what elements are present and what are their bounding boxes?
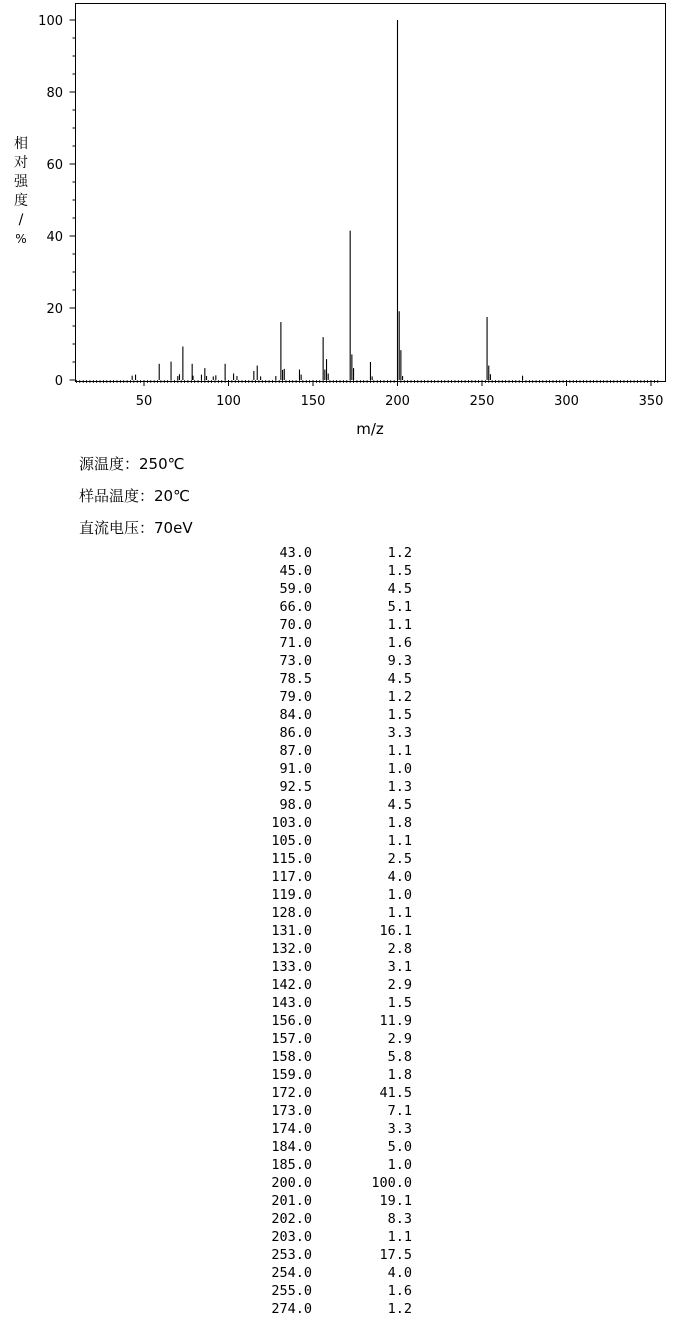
table-row: [240, 706, 420, 724]
table-row: [240, 814, 420, 832]
peak-intensity-value: 2.5: [387, 851, 412, 867]
plot-frame: [76, 4, 666, 382]
peak-mz-value: 70.0: [279, 617, 312, 633]
peak-intensity-value: 1.1: [387, 905, 412, 921]
table-row: [240, 742, 420, 760]
y-axis-label: [14, 135, 29, 246]
peak-mz-value: 86.0: [279, 725, 312, 741]
x-tick-label: 300: [554, 394, 579, 409]
peak-mz-value: 201.0: [271, 1193, 312, 1209]
peak-intensity-value: 1.5: [387, 707, 412, 723]
peak-intensity-value: 4.5: [387, 581, 412, 597]
table-row: [240, 958, 420, 976]
peak-intensity-value: 4.0: [387, 1265, 412, 1281]
table-row: [240, 1066, 420, 1084]
peak-intensity-value: 7.1: [387, 1103, 412, 1119]
table-row: [240, 1210, 420, 1228]
table-row: [240, 778, 420, 796]
table-row: [240, 1048, 420, 1066]
table-row: [240, 760, 420, 778]
table-row: [240, 634, 420, 652]
peak-mz-value: 103.0: [271, 815, 312, 831]
peak-mz-value: 105.0: [271, 833, 312, 849]
peak-intensity-value: 2.8: [387, 941, 412, 957]
x-axis-ticks: [136, 380, 664, 409]
peak-mz-value: 143.0: [271, 995, 312, 1011]
peak-intensity-value: 1.8: [387, 815, 412, 831]
x-tick-label: 250: [469, 394, 495, 409]
peak-mz-value: 132.0: [271, 941, 312, 957]
peak-mz-value: 133.0: [271, 959, 312, 975]
peak-mz-value: 87.0: [279, 743, 312, 759]
y-axis-label-glyph: /: [18, 212, 24, 228]
peak-mz-value: 203.0: [271, 1229, 312, 1245]
peak-mz-value: 71.0: [279, 635, 312, 651]
peak-mz-value: 115.0: [271, 851, 312, 867]
peak-mz-value: 156.0: [271, 1013, 312, 1029]
peak-intensity-value: 5.1: [387, 599, 412, 615]
table-row: [240, 544, 420, 562]
peak-intensity-value: 1.3: [387, 779, 412, 795]
table-row: [240, 1264, 420, 1282]
peak-intensity-value: 5.0: [387, 1139, 412, 1155]
table-row: [240, 580, 420, 598]
peak-intensity-value: 1.1: [387, 833, 412, 849]
x-axis-label: m/z: [356, 420, 384, 438]
y-axis-label-glyph: 相: [14, 136, 28, 152]
peak-intensity-value: 4.0: [387, 869, 412, 885]
table-row: [240, 1084, 420, 1102]
peak-intensity-value: 3.1: [387, 959, 412, 975]
table-row: [240, 922, 420, 940]
source-temperature: 源温度：250℃: [79, 455, 185, 473]
peak-intensity-value: 1.1: [387, 743, 412, 759]
peak-intensity-value: 9.3: [387, 653, 412, 669]
peak-mz-value: 66.0: [279, 599, 312, 615]
y-axis-ticks: [38, 14, 75, 389]
y-axis-label-glyph: 强: [14, 174, 28, 190]
peak-intensity-value: 1.2: [387, 1301, 412, 1317]
peak-mz-value: 158.0: [271, 1049, 312, 1065]
peak-mz-value: 254.0: [271, 1265, 312, 1281]
peak-intensity-value: 2.9: [387, 977, 412, 993]
peak-mz-value: 174.0: [271, 1121, 312, 1137]
y-tick-label: 100: [38, 14, 63, 29]
peak-intensity-value: 1.8: [387, 1067, 412, 1083]
peak-intensity-value: 1.1: [387, 1229, 412, 1245]
peak-mz-value: 131.0: [271, 923, 312, 939]
x-tick-label: 200: [385, 394, 410, 409]
table-row: [240, 1246, 420, 1264]
peak-mz-value: 157.0: [271, 1031, 312, 1047]
sample-temperature: 样品温度：20℃: [79, 487, 190, 505]
table-row: [240, 1300, 420, 1318]
table-row: [240, 940, 420, 958]
peak-mz-value: 45.0: [279, 563, 312, 579]
peak-intensity-value: 16.1: [379, 923, 412, 939]
table-row: [240, 868, 420, 886]
peak-intensity-value: 41.5: [379, 1085, 412, 1101]
peak-mz-value: 92.5: [279, 779, 312, 795]
peak-mz-value: 43.0: [279, 545, 312, 561]
y-axis-label-glyph: 度: [14, 193, 28, 209]
peak-mz-value: 173.0: [271, 1103, 312, 1119]
y-tick-label: 60: [46, 158, 63, 173]
y-tick-label: 20: [46, 302, 63, 317]
peak-intensity-value: 5.8: [387, 1049, 412, 1065]
peak-intensity-value: 8.3: [387, 1211, 412, 1227]
peak-intensity-value: 3.3: [387, 725, 412, 741]
table-row: [240, 724, 420, 742]
table-row: [240, 832, 420, 850]
table-row: [240, 562, 420, 580]
table-row: [240, 796, 420, 814]
x-tick-label: 150: [300, 394, 326, 409]
peak-table: [240, 544, 420, 1318]
table-row: [240, 688, 420, 706]
peak-mz-value: 255.0: [271, 1283, 312, 1299]
x-tick-label: 100: [216, 394, 241, 409]
table-row: [240, 1192, 420, 1210]
peak-intensity-value: 1.0: [387, 887, 412, 903]
y-tick-label: 80: [46, 86, 63, 101]
peak-mz-value: 184.0: [271, 1139, 312, 1155]
peak-mz-value: 128.0: [271, 905, 312, 921]
table-row: [240, 904, 420, 922]
peak-mz-value: 172.0: [271, 1085, 312, 1101]
peak-intensity-value: 2.9: [387, 1031, 412, 1047]
peak-mz-value: 159.0: [271, 1067, 312, 1083]
table-row: [240, 1012, 420, 1030]
table-row: [240, 1174, 420, 1192]
peak-intensity-value: 1.2: [387, 545, 412, 561]
table-row: [240, 1156, 420, 1174]
peak-intensity-value: 4.5: [387, 797, 412, 813]
peak-mz-value: 142.0: [271, 977, 312, 993]
table-row: [240, 1282, 420, 1300]
peak-intensity-value: 1.5: [387, 995, 412, 1011]
dc-voltage: 直流电压：70eV: [79, 519, 193, 537]
peak-mz-value: 98.0: [279, 797, 312, 813]
x-tick-label: 350: [638, 394, 664, 409]
table-row: [240, 1120, 420, 1138]
peak-intensity-value: 1.2: [387, 689, 412, 705]
mass-spectrum-chart: [0, 0, 680, 445]
peak-intensity-value: 1.5: [387, 563, 412, 579]
table-row: [240, 976, 420, 994]
peak-mz-value: 73.0: [279, 653, 312, 669]
y-axis-label-glyph: 对: [14, 155, 28, 171]
peak-mz-value: 84.0: [279, 707, 312, 723]
peak-intensity-value: 4.5: [387, 671, 412, 687]
y-tick-label: 0: [54, 374, 63, 389]
peak-intensity-value: 100.0: [371, 1175, 412, 1191]
y-tick-label: 40: [46, 230, 63, 245]
peak-intensity-value: 1.6: [387, 1283, 412, 1299]
peak-intensity-value: 1.0: [387, 761, 412, 777]
table-row: [240, 994, 420, 1012]
peak-mz-value: 91.0: [279, 761, 312, 777]
table-row: [240, 850, 420, 868]
peak-mz-value: 119.0: [271, 887, 312, 903]
table-row: [240, 1228, 420, 1246]
table-row: [240, 598, 420, 616]
peak-mz-value: 79.0: [279, 689, 312, 705]
peak-mz-value: 253.0: [271, 1247, 312, 1263]
table-row: [240, 652, 420, 670]
peak-mz-value: 78.5: [279, 671, 312, 687]
x-tick-label: 50: [135, 394, 153, 409]
peak-mz-value: 117.0: [271, 869, 312, 885]
table-row: [240, 616, 420, 634]
peak-intensity-value: 1.6: [387, 635, 412, 651]
spectrum-peaks: [132, 20, 522, 380]
peak-intensity-value: 17.5: [379, 1247, 412, 1263]
peak-mz-value: 200.0: [271, 1175, 312, 1191]
peak-intensity-value: 1.1: [387, 617, 412, 633]
peak-mz-value: 274.0: [271, 1301, 312, 1317]
y-axis-label-glyph: %: [15, 232, 27, 246]
peak-intensity-value: 1.0: [387, 1157, 412, 1173]
peak-mz-value: 185.0: [271, 1157, 312, 1173]
peak-intensity-value: 3.3: [387, 1121, 412, 1137]
table-row: [240, 670, 420, 688]
peak-intensity-value: 11.9: [379, 1013, 412, 1029]
table-row: [240, 1030, 420, 1048]
table-row: [240, 1102, 420, 1120]
peak-mz-value: 59.0: [279, 581, 312, 597]
peak-mz-value: 202.0: [271, 1211, 312, 1227]
table-row: [240, 886, 420, 904]
table-row: [240, 1138, 420, 1156]
peak-intensity-value: 19.1: [379, 1193, 412, 1209]
